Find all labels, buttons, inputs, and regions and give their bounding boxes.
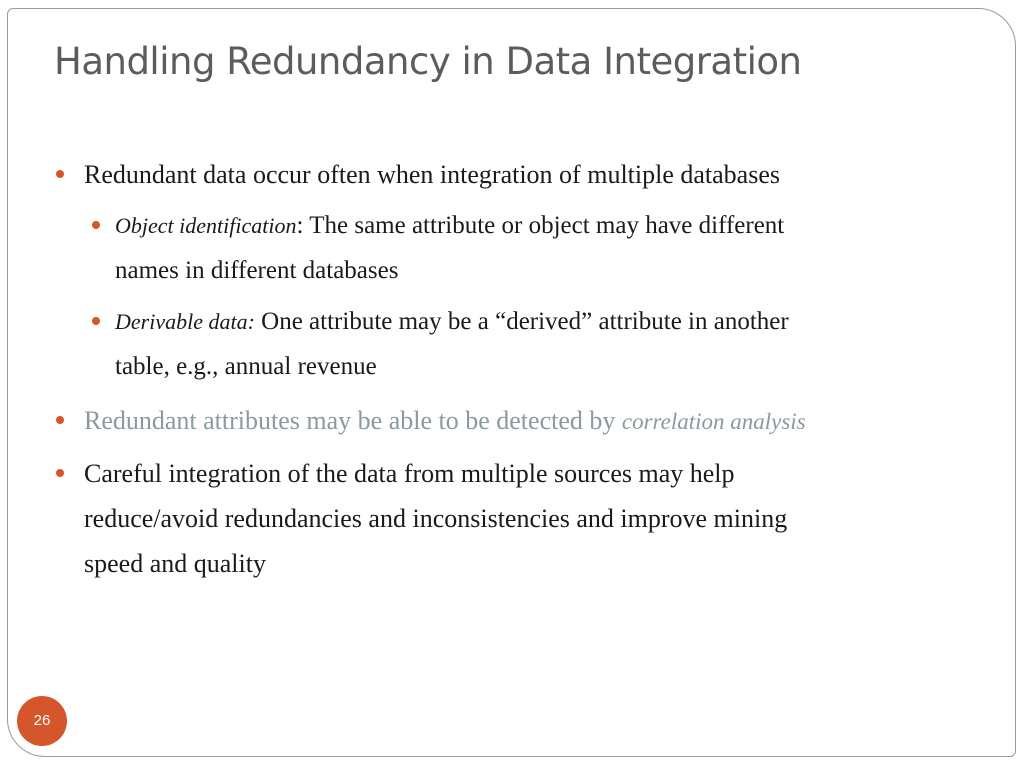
bullet-text: Redundant data occur often when integration of multiple databases <box>84 160 780 189</box>
slide-title: Handling Redundancy in Data Integration <box>54 40 802 83</box>
sub-bullet-term: Object identification <box>115 213 297 238</box>
bullet-dot-icon <box>56 469 64 477</box>
bullet-text-cont: speed and quality <box>84 549 266 578</box>
sub-bullet-text: The same attribute or object may have different <box>303 212 785 239</box>
bullet-dot-icon <box>56 170 64 178</box>
bullet-line <box>84 398 806 444</box>
bullet-emphasis: correlation analysis <box>621 409 806 434</box>
bullet-dot-icon <box>56 416 64 424</box>
sub-bullet-text-cont: table, e.g., annual revenue <box>115 353 377 380</box>
bullet-text: Redundant attributes may be able to be detected by <box>84 406 622 435</box>
bullet-text-cont: reduce/avoid redundancies and inconsistencies and improve mining <box>84 504 788 533</box>
sub-bullet-line <box>115 203 784 248</box>
sub-bullet-line <box>115 299 789 344</box>
sub-bullet-term: Derivable data: <box>115 309 255 334</box>
bullet-dot-icon <box>92 221 100 229</box>
sub-bullet-text: One attribute may be a “derived” attribute in another <box>254 308 789 335</box>
bullet-text: Careful integration of the data from multiple sources may help <box>84 459 735 488</box>
sub-bullet-term-suffix: : <box>296 212 304 239</box>
page-number-badge: 26 <box>17 696 67 746</box>
bullet-dot-icon <box>92 317 100 325</box>
sub-bullet-text-cont: names in different databases <box>115 257 399 284</box>
